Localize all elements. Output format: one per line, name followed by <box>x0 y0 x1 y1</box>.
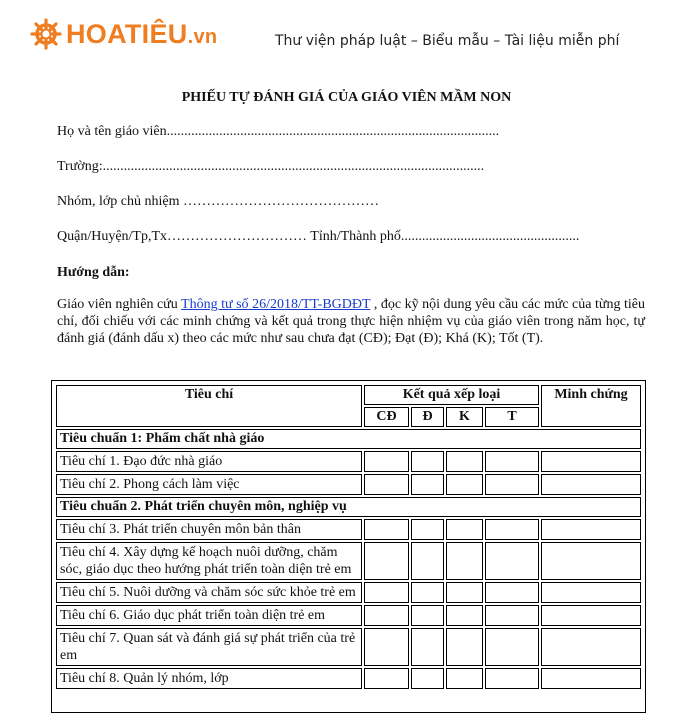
criterion-row <box>56 451 641 472</box>
site-tagline: Thư viện pháp luật – Biểu mẫu – Tài liệu miễn phí <box>275 33 620 49</box>
criterion-name: Tiêu chí 3. Phát triển chuyên môn bản thân <box>56 519 362 540</box>
rating-cell-k[interactable] <box>446 451 483 472</box>
brand-name: HOATIÊU.vn <box>66 18 218 49</box>
criterion-name: Tiêu chí 2. Phong cách làm việc <box>56 474 362 495</box>
evidence-cell[interactable] <box>541 628 641 666</box>
criterion-row <box>56 668 641 689</box>
document-title: PHIẾU TỰ ĐÁNH GIÁ CỦA GIÁO VIÊN MẦM NON <box>181 90 512 105</box>
criterion-name: Tiêu chí 1. Đạo đức nhà giáo <box>56 451 362 472</box>
evidence-cell[interactable] <box>541 668 641 689</box>
standard-row <box>56 429 641 449</box>
result-header: Kết quả xếp loại <box>364 385 539 405</box>
criteria-header: Tiêu chí <box>56 385 362 427</box>
rating-cell-cd[interactable] <box>364 542 409 580</box>
rating-cell-d[interactable] <box>411 451 444 472</box>
ship-wheel-icon <box>30 18 62 50</box>
criterion-row <box>56 474 641 495</box>
evidence-cell[interactable] <box>541 582 641 603</box>
rating-cell-t[interactable] <box>485 519 539 540</box>
rating-cell-t[interactable] <box>485 668 539 689</box>
rating-cell-t[interactable] <box>485 628 539 666</box>
rating-cell-d[interactable] <box>411 668 444 689</box>
school-field: Trường:............................................................................................................. <box>57 159 485 174</box>
rating-cell-cd[interactable] <box>364 605 409 626</box>
level-t-header: T <box>485 407 539 427</box>
rating-cell-t[interactable] <box>485 451 539 472</box>
evidence-header: Minh chứng <box>541 385 641 427</box>
evidence-cell[interactable] <box>541 605 641 626</box>
evidence-cell[interactable] <box>541 519 641 540</box>
site-header <box>0 0 693 80</box>
criterion-row <box>56 542 641 580</box>
rating-cell-d[interactable] <box>411 628 444 666</box>
criterion-name: Tiêu chí 7. Quan sát và đánh giá sự phát triển của trẻ em <box>56 628 362 666</box>
rating-cell-d[interactable] <box>411 542 444 580</box>
criterion-name: Tiêu chí 8. Quản lý nhóm, lớp <box>56 668 362 689</box>
rating-cell-d[interactable] <box>411 582 444 603</box>
self-assessment-table <box>51 380 646 713</box>
standard-row <box>56 497 641 517</box>
criterion-name: Tiêu chí 6. Giáo dục phát triển toàn diện trẻ em <box>56 605 362 626</box>
hoatieu-logo[interactable] <box>30 18 217 50</box>
rating-cell-cd[interactable] <box>364 519 409 540</box>
rating-cell-cd[interactable] <box>364 668 409 689</box>
evidence-cell[interactable] <box>541 474 641 495</box>
rating-cell-d[interactable] <box>411 519 444 540</box>
level-k-header: K <box>446 407 483 427</box>
rating-cell-d[interactable] <box>411 474 444 495</box>
criterion-name: Tiêu chí 4. Xây dựng kế hoạch nuôi dưỡng, chăm sóc, giáo dục theo hướng phát triển toàn diện trẻ em <box>56 542 362 580</box>
rating-cell-t[interactable] <box>485 542 539 580</box>
rating-cell-d[interactable] <box>411 605 444 626</box>
teacher-name-field: Họ và tên giáo viên............................................................................................... <box>57 124 500 139</box>
rating-cell-k[interactable] <box>446 582 483 603</box>
level-cd-header: CĐ <box>364 407 409 427</box>
rating-cell-k[interactable] <box>446 628 483 666</box>
guide-paragraph: Giáo viên nghiên cứu Thông tư số 26/2018/TT-BGDĐT , đọc kỹ nội dung yêu cầu các mức của từng tiêu chí, đối chiếu với các minh chứng và kết quả trong thực hiện nhiệm vụ của giáo viên trong năm học, tự đánh giá (đánh dấu x) theo các mức như sau chưa đạt (CĐ); Đạt (Đ); Khá (K); Tốt (T). <box>57 297 645 346</box>
criterion-row <box>56 519 641 540</box>
rating-cell-cd[interactable] <box>364 582 409 603</box>
evidence-cell[interactable] <box>541 451 641 472</box>
rating-cell-k[interactable] <box>446 605 483 626</box>
district-province-field: Quận/Huyện/Tp,Tx………………………… Tỉnh/Thành phố................................................... <box>57 229 580 244</box>
rating-cell-k[interactable] <box>446 542 483 580</box>
criterion-name: Tiêu chí 5. Nuôi dưỡng và chăm sóc sức khỏe trẻ em <box>56 582 362 603</box>
rating-cell-t[interactable] <box>485 605 539 626</box>
rating-cell-cd[interactable] <box>364 474 409 495</box>
criterion-row <box>56 628 641 666</box>
rating-cell-cd[interactable] <box>364 451 409 472</box>
evidence-cell[interactable] <box>541 542 641 580</box>
rating-cell-cd[interactable] <box>364 628 409 666</box>
level-d-header: Đ <box>411 407 444 427</box>
rating-cell-t[interactable] <box>485 474 539 495</box>
rating-cell-k[interactable] <box>446 668 483 689</box>
criterion-row <box>56 582 641 603</box>
class-group-field: Nhóm, lớp chủ nhiệm …………………………………… <box>57 194 379 209</box>
rating-cell-t[interactable] <box>485 582 539 603</box>
guide-heading: Hướng dẫn: <box>57 265 130 280</box>
circular-link[interactable]: Thông tư số 26/2018/TT-BGDĐT <box>181 297 371 312</box>
rating-cell-k[interactable] <box>446 519 483 540</box>
standard-title: Tiêu chuẩn 2. Phát triển chuyên môn, nghiệp vụ <box>56 497 641 517</box>
rating-cell-k[interactable] <box>446 474 483 495</box>
standard-title: Tiêu chuẩn 1: Phẩm chất nhà giáo <box>56 429 641 449</box>
criterion-row <box>56 605 641 626</box>
